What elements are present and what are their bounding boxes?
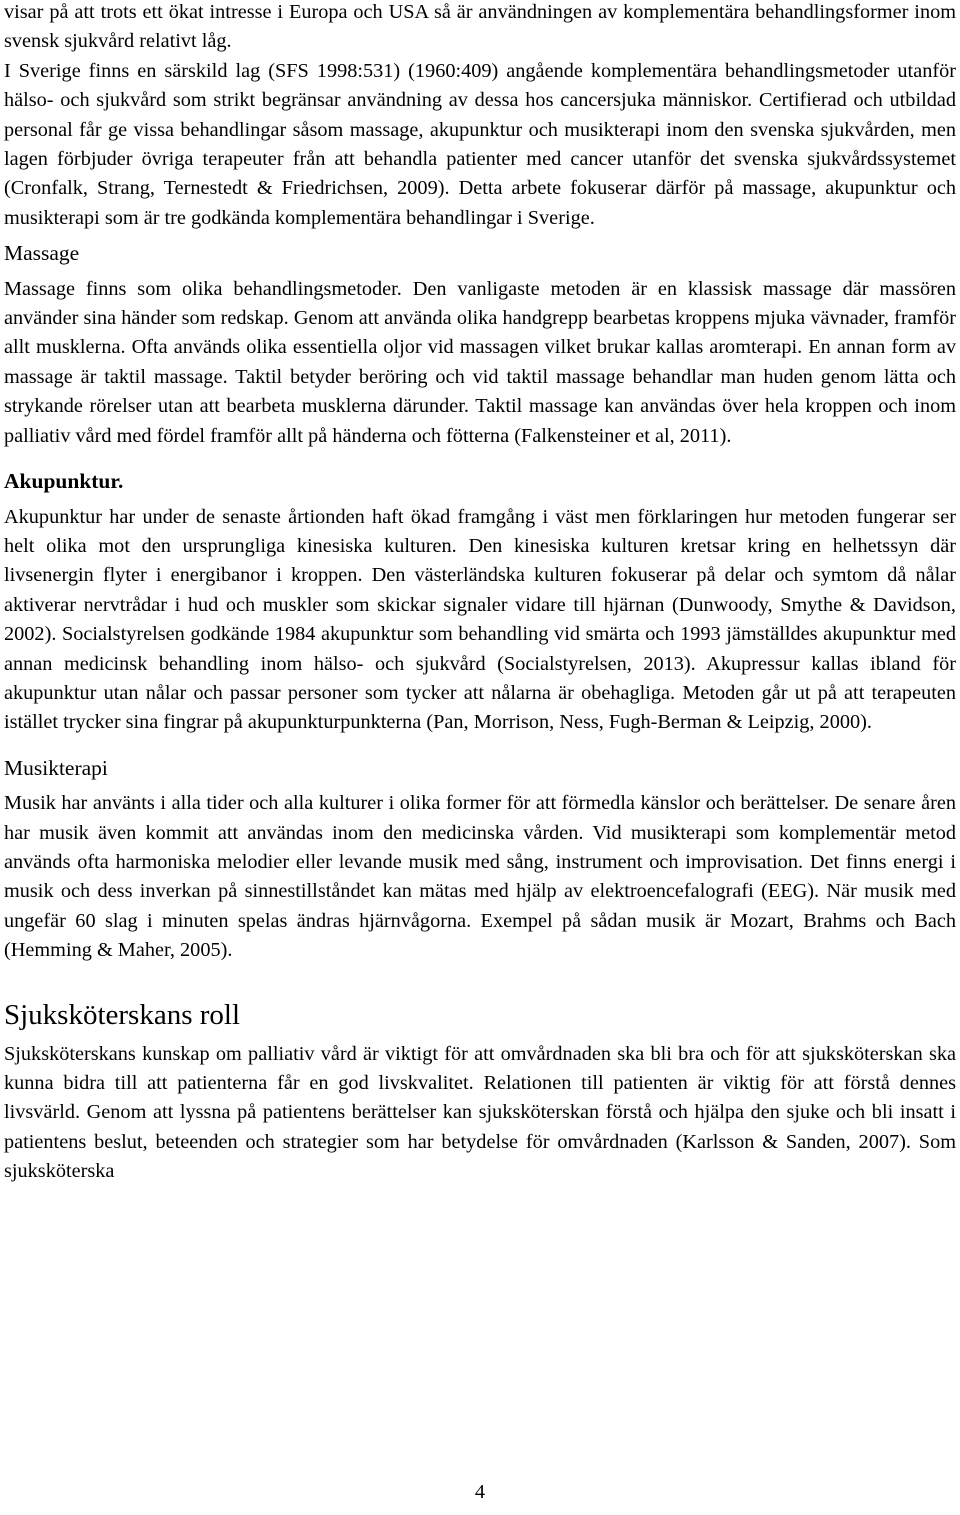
sjukskoterskans-roll-paragraph: Sjuksköterskans kunskap om palliativ vård är viktigt för att omvårdnaden ska bli bra och för att sjuksköterskan ska kunna bidra till att patienterna får en god livskvalitet. Relationen till patienten är viktig för att förstå dennes livsvärld. Genom att lyssna på patientens berättelser kan sjuksköterskan förstå och hjälpa den sjuke och bli insatt i patientens beslut, beteenden och strategier som har betydelse för omvårdnaden (Karlsson & Sanden, 2007). Som sjuksköterska <box>4 1042 956 1183</box>
akupunktur-paragraph: Akupunktur har under de senaste årtionden haft ökad framgång i väst men förklaringen hur metoden fungerar ser helt olika mot den ursprungliga kinesiska kulturen. Den kinesiska kulturen kretsar kring en helhetssyn där livsenergin flyter i energibanor i kroppen. Den västerländska kulturen fokuserar på delar och symtom då nålar aktiverar nervtrådar i hud och muskler som skickar signaler vidare till hjärnan (Dunwoody, Smythe & Davidson, 2002). Socialstyrelsen godkände 1984 akupunktur som behandling vid smärta och 1993 jämställdes akupunktur med annan medicinsk behandling inom hälso- och sjukvård (Socialstyrelsen, 2013). Akupressur kallas ibland för akupunktur utan nålar och passar personer som tycker att nålarna är obehagliga. Metoden går ut på att terapeuten istället trycker sina fingrar på akupunkturpunkterna (Pan, Morrison, Ness, Fugh-Berman & Leipzig, 2000). <box>4 505 956 734</box>
heading-akupunktur: Akupunktur. <box>4 469 124 494</box>
intro-paragraph-2: I Sverige finns en särskild lag (SFS 1998:531) (1960:409) angående komplementära behandlingsmetoder utanför hälso- och sjukvård som strikt begränsar användning av dessa hos cancersjuka människor. Certifierad och utbildad personal får ge vissa behandlingar såsom massage, akupunktur och musikterapi inom den svenska sjukvården, men lagen förbjuder övriga terapeuter från att behandla patienter med cancer utanför det svenska sjukvårdssystemet (Cronfalk, Strang, Ternestedt & Friedrichsen, 2009). Detta arbete fokuserar därför på massage, akupunktur och musikterapi som är tre godkända komplementära behandlingar i Sverige. <box>4 59 956 229</box>
spacer <box>4 738 956 754</box>
spacer <box>4 451 956 467</box>
musikterapi-paragraph: Musik har använts i alla tider och alla kulturer i olika former för att förmedla känslor och berättelser. De senare åren har musik även kommit att användas inom den medicinska vården. Vid musikterapi som komplementär metod används ofta harmoniska melodier eller levande musik med sång, instrument och improvisation. Det finns energi i musik och dess inverkan på sinnestillståndet kan mätas med hjälp av elektroencefalografi (EEG). När musik med ungefär 60 slag i minuten spelas ändras hjärnvågorna. Exempel på sådan musik är Mozart, Brahms och Bach (Hemming & Maher, 2005). <box>4 792 956 962</box>
document-body <box>4 0 956 1187</box>
heading-musikterapi: Musikterapi <box>4 755 108 780</box>
massage-paragraph: Massage finns som olika behandlingsmetoder. Den vanligaste metoden är en klassisk massage där massören använder sina händer som redskap. Genom att använda olika handgrepp bearbetas kroppens mjuka vävnader, framför allt musklerna. Ofta används olika essentiella oljor vid massagen vilket brukar kallas aromterapi. En annan form av massage är taktil massage. Taktil betyder beröring och vid taktil massage behandlar man huden genom lätta och strykande rörelser utan att bearbeta musklerna därunder. Taktil massage kan användas över hela kroppen och inom palliativ vård med fördel framför allt på händerna och fötterna (Falkensteiner et al, 2011). <box>4 277 956 447</box>
page-number: 4 <box>474 1481 486 1503</box>
spacer <box>4 966 956 996</box>
intro-paragraph-1: visar på att trots ett ökat intresse i Europa och USA så är användningen av komplementära behandlingsformer inom svensk sjukvård relativt låg. <box>4 1 956 53</box>
heading-massage: Massage <box>4 241 80 266</box>
heading-sjukskoterskans-roll: Sjuksköterskans roll <box>4 998 241 1031</box>
